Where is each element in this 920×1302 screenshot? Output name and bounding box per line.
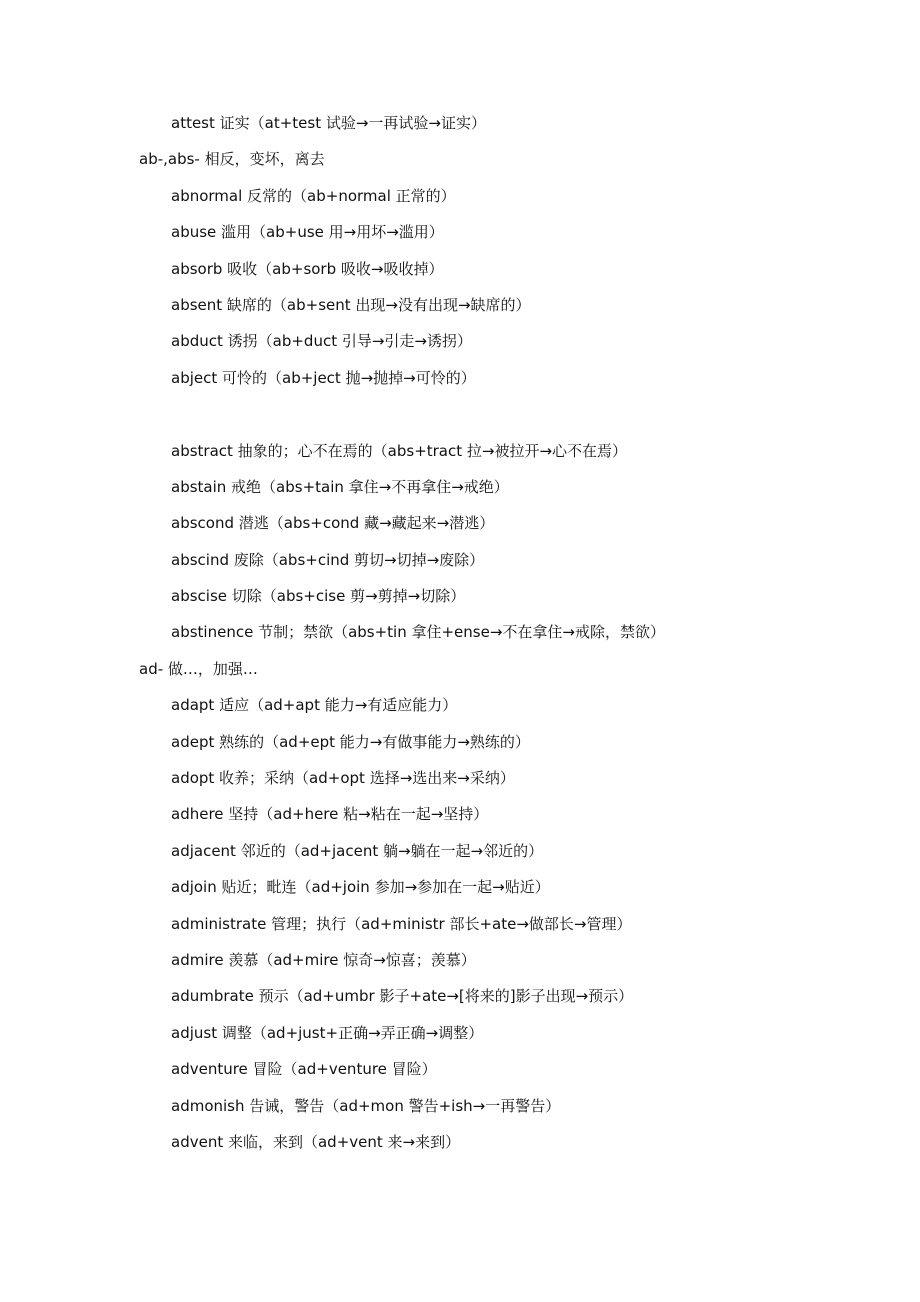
entry-abscise: abscise 切除（abs+cise 剪→剪掉→切除） (171, 587, 466, 606)
entry-abstract: abstract 抽象的；心不在焉的（abs+tract 拉→被拉开→心不在焉） (171, 441, 628, 460)
blank-line (0, 401, 920, 437)
entry-absorb: absorb 吸收（ab+sorb 吸收→吸收掉） (171, 259, 444, 278)
vocabulary-list (0, 110, 920, 1165)
entry-adjacent: adjacent 邻近的（ad+jacent 躺→躺在一起→邻近的） (171, 841, 544, 860)
entry-attest: attest 证实（at+test 试验→一再试验→证实） (171, 114, 487, 132)
entry-adhere: adhere 坚持（ad+here 粘→粘在一起→坚持） (171, 805, 489, 824)
entry-abstinence: abstinence 节制；禁欲（abs+tin 拿住+ense→不在拿住→戒除，禁欲） (171, 623, 665, 642)
prefix-heading-ab-abs: ab-,abs- 相反，变坏，离去 (139, 150, 325, 169)
entry-abnormal: abnormal 反常的（ab+normal 正常的） (171, 186, 456, 205)
entry-abduct: abduct 诱拐（ab+duct 引导→引走→诱拐） (171, 332, 472, 351)
prefix-heading-ad: ad- 做…，加强… (139, 659, 258, 678)
entry-adjust: adjust 调整（ad+just+正确→弄正确→调整） (171, 1023, 484, 1042)
entry-adumbrate: adumbrate 预示（ad+umbr 影子+ate→[将来的]影子出现→预示） (171, 987, 634, 1006)
entry-adapt: adapt 适应（ad+apt 能力→有适应能力） (171, 696, 458, 715)
entry-adventure: adventure 冒险（ad+venture 冒险） (171, 1060, 437, 1079)
entry-adept: adept 熟练的（ad+ept 能力→有做事能力→熟练的） (171, 732, 530, 751)
entry-abuse: abuse 滥用（ab+use 用→用坏→滥用） (171, 223, 444, 242)
entry-advent: advent 来临，来到（ad+vent 来→来到） (171, 1132, 461, 1151)
entry-abscond: abscond 潜逃（abs+cond 藏→藏起来→潜逃） (171, 514, 495, 533)
entry-abstain: abstain 戒绝（abs+tain 拿住→不再拿住→戒绝） (171, 477, 509, 496)
entry-abscind: abscind 废除（abs+cind 剪切→切掉→废除） (171, 550, 485, 569)
entry-abject: abject 可怜的（ab+ject 抛→抛掉→可怜的） (171, 368, 476, 387)
entry-absent: absent 缺席的（ab+sent 出现→没有出现→缺席的） (171, 295, 531, 314)
entry-adopt: adopt 收养；采纳（ad+opt 选择→选出来→采纳） (171, 769, 515, 788)
entry-administrate: administrate 管理；执行（ad+ministr 部长+ate→做部长→管理） (171, 914, 632, 933)
entry-adjoin: adjoin 贴近；毗连（ad+join 参加→参加在一起→贴近） (171, 878, 550, 897)
entry-admonish: admonish 告诫，警告（ad+mon 警告+ish→一再警告） (171, 1096, 561, 1115)
entry-admire: admire 羡慕（ad+mire 惊奇→惊喜；羡慕） (171, 950, 476, 969)
